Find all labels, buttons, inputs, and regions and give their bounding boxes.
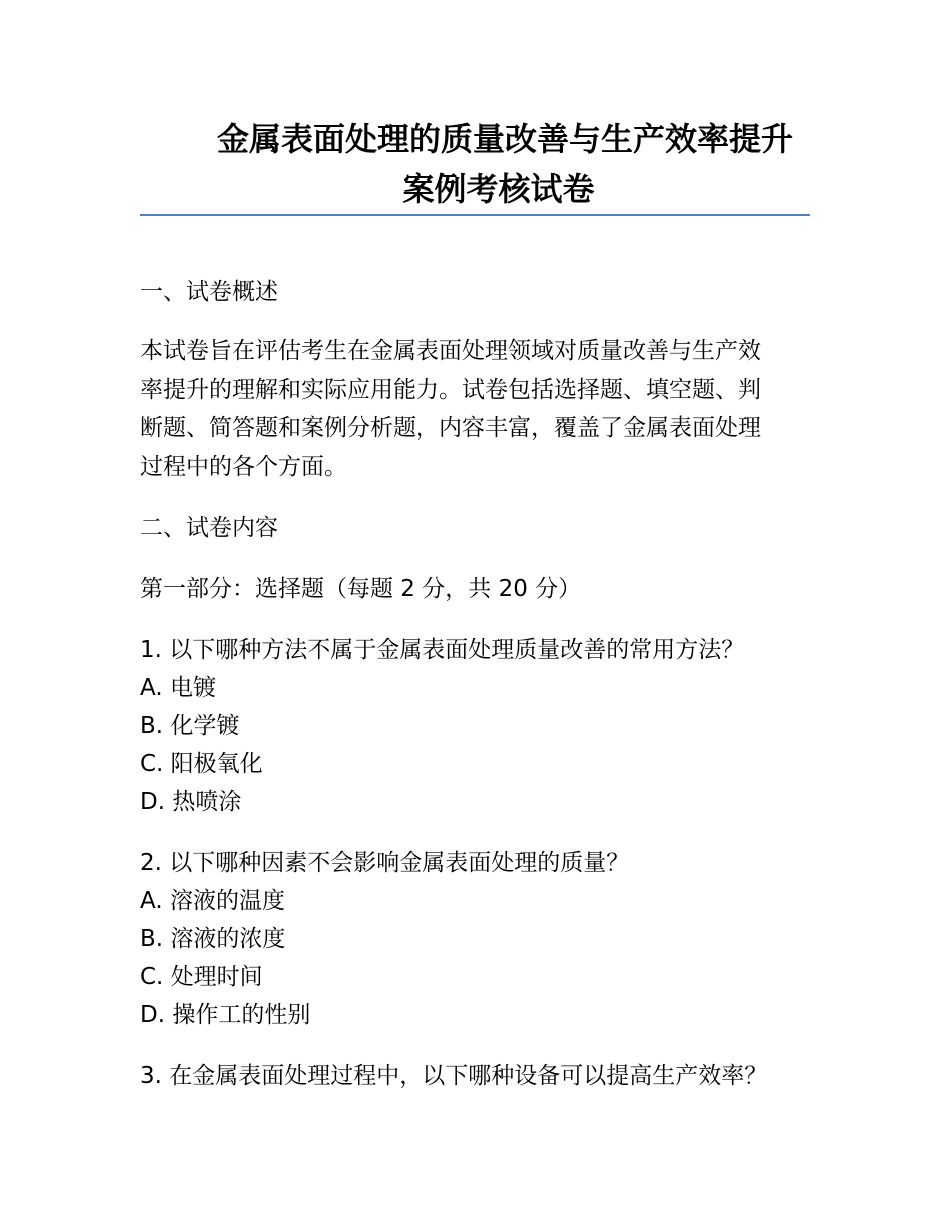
document-title bbox=[140, 114, 810, 214]
title-line-2: 案例考核试卷 bbox=[402, 170, 595, 208]
question-option: D. 操作工的性别 bbox=[140, 1002, 311, 1028]
question-stem: 1. 以下哪种方法不属于金属表面处理质量改善的常用方法？ bbox=[140, 637, 745, 663]
question-option: C. 处理时间 bbox=[140, 964, 263, 990]
paragraph-line: 率提升的理解和实际应用能力。试卷包括选择题、填空题、判 bbox=[140, 376, 761, 403]
paragraph-line: 本试卷旨在评估考生在金属表面处理领域对质量改善与生产效 bbox=[140, 338, 761, 364]
question-stem: 2. 以下哪种因素不会影响金属表面处理的质量？ bbox=[140, 850, 630, 876]
section-heading-content: 二、试卷内容 bbox=[140, 515, 278, 541]
part-heading-multiple-choice: 第一部分：选择题（每题 2 分，共 20 分） bbox=[140, 576, 582, 602]
overview-paragraph bbox=[140, 332, 815, 486]
question-option: B. 化学镀 bbox=[140, 713, 240, 739]
paragraph-line: 断题、简答题和案例分析题，内容丰富，覆盖了金属表面处理 bbox=[140, 415, 761, 441]
question-option: D. 热喷涂 bbox=[140, 789, 242, 815]
question-option: A. 电镀 bbox=[140, 675, 216, 701]
title-line-1: 金属表面处理的质量改善与生产效率提升 bbox=[216, 120, 793, 158]
title-divider bbox=[140, 214, 810, 216]
question-option: B. 溶液的浓度 bbox=[140, 926, 286, 952]
question-option: A. 溶液的温度 bbox=[140, 888, 285, 914]
question-option: C. 阳极氧化 bbox=[140, 751, 263, 777]
question-stem: 3. 在金属表面处理过程中，以下哪种设备可以提高生产效率？ bbox=[140, 1063, 768, 1089]
section-heading-overview: 一、试卷概述 bbox=[140, 279, 278, 305]
paragraph-line: 过程中的各个方面。 bbox=[140, 453, 347, 480]
